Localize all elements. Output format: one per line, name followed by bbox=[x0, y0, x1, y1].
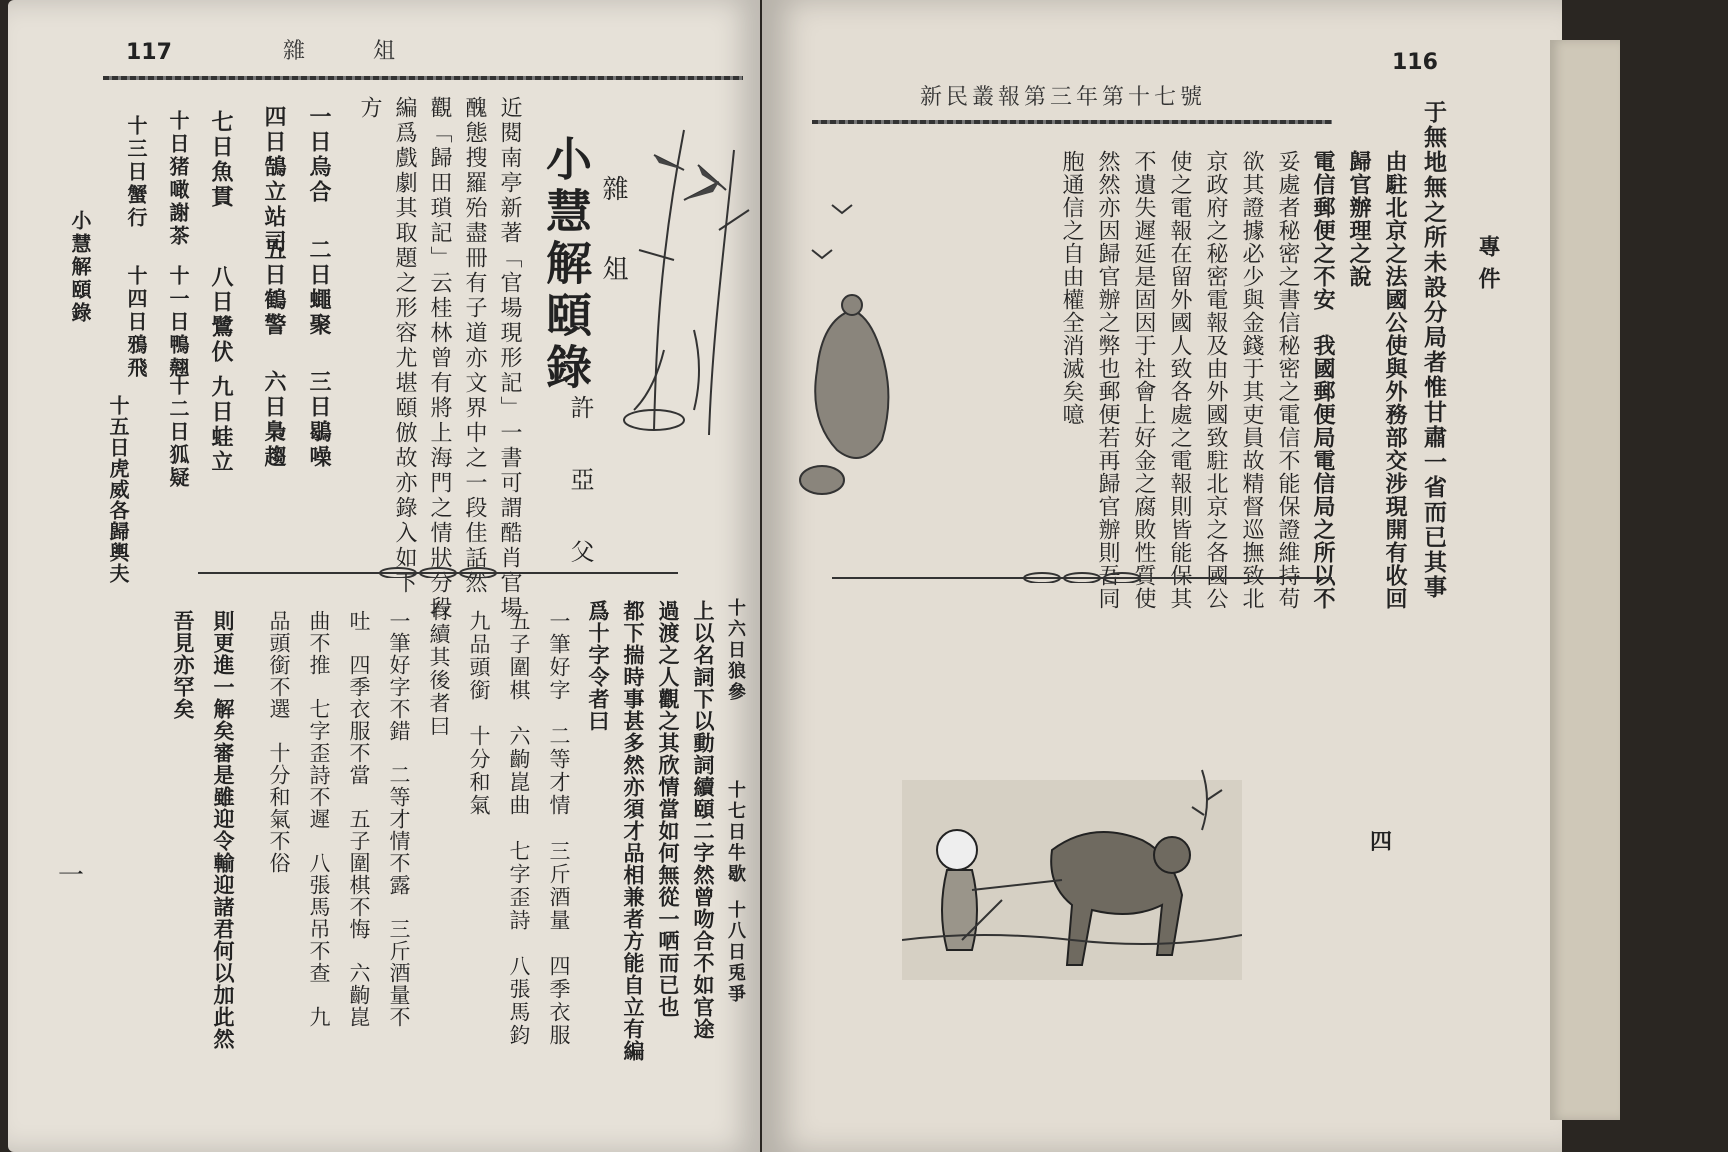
text-column: 欲其證據必少與金錢于其吏員故精督巡撫致北 bbox=[1239, 150, 1264, 610]
section-label: 專件 bbox=[1475, 235, 1501, 299]
list-item: 九日蛙立 bbox=[208, 375, 234, 475]
intro-line: 近閱南亭新著「官場現形記」一書可謂酷肖官場 bbox=[497, 96, 522, 621]
list-item: 十八日兎爭 bbox=[725, 900, 746, 1005]
text-column: 五子圍棋 六齣崑曲 七字歪詩 八張馬鈞 bbox=[507, 610, 531, 1047]
intro-line: 編爲戲劇其取題之形容尤堪頤倣故亦錄入如下 bbox=[392, 96, 417, 596]
list-item: 一日烏合 bbox=[306, 105, 332, 205]
text-column: 由駐北京之法國公使與外務部交涉現開有收回 bbox=[1382, 150, 1408, 610]
section-label: 雜 俎 bbox=[598, 175, 628, 295]
page-stack-edge bbox=[1550, 40, 1620, 1120]
header-rule bbox=[103, 76, 743, 80]
text-column: 有續其後者曰 bbox=[427, 600, 451, 738]
running-head: 雜 俎 bbox=[283, 39, 404, 64]
list-item: 三日鶡噪 bbox=[306, 370, 332, 470]
text-column: 爲十字令者曰 bbox=[586, 600, 611, 732]
text-column: 一筆好字 二等才情 三斤酒量 四季衣服 bbox=[547, 610, 571, 1047]
page-number: 117 bbox=[126, 40, 172, 65]
text-column: 過渡之人觀之其欣情當如何無從一哂而已也 bbox=[656, 600, 681, 1018]
list-item: 十四日鴉飛 bbox=[124, 265, 148, 380]
text-column: 然然亦因歸官辦之弊也郵便若再歸官辦則吾同 bbox=[1095, 150, 1120, 610]
text-column: 上以名詞下以動詞續頤二字然曾吻合不如官途 bbox=[691, 600, 716, 1040]
list-item: 十一日鴨翹 bbox=[166, 265, 190, 380]
intro-line: 觀「歸田瑣記」云桂林曾有將上海門之情狀分段 bbox=[427, 96, 452, 621]
list-item: 六日梟趨 bbox=[261, 370, 287, 470]
list-item: 四日鵠立站司 bbox=[261, 105, 287, 255]
text-column: 都下揣時事甚多然亦須才品相兼者方能自立有編 bbox=[621, 600, 646, 1062]
text-column: 吾見亦罕矣 bbox=[171, 610, 196, 720]
left-page bbox=[8, 0, 760, 1152]
intro-line: 醜態搜羅殆盡冊有子道亦文界中之一段佳話然 bbox=[462, 96, 487, 596]
text-column: 吐 四季衣服不當 五子圍棋不悔 六齣崑 bbox=[347, 610, 371, 1028]
list-item: 十日猪噉謝茶 bbox=[166, 110, 190, 248]
bamboo-illustration-icon bbox=[614, 110, 754, 440]
text-column: 不遺失遲延是固因于社會上好金之腐敗性質使 bbox=[1131, 150, 1156, 610]
page-signature: 一 bbox=[58, 861, 85, 891]
right-page bbox=[762, 0, 1562, 1152]
list-item: 十五日虎威各歸輿夫 bbox=[106, 395, 130, 584]
intro-line: 方 bbox=[357, 96, 382, 121]
text-column: 曲不推 七字歪詩不遲 八張馬吊不查 九 bbox=[307, 610, 331, 1028]
page-signature: 四 bbox=[1370, 829, 1393, 855]
article-title: 小慧解頤錄 bbox=[539, 135, 593, 395]
animal-illustration-icon bbox=[782, 190, 902, 510]
text-column: 電信郵便之不安 我國郵便局電信局之所以不 bbox=[1310, 150, 1336, 610]
list-item: 十三日蟹行 bbox=[124, 115, 148, 230]
text-column: 品頭銜不選 十分和氣不俗 bbox=[267, 610, 291, 874]
text-column: 一筆好字不錯 二等才情不露 三斤酒量不 bbox=[387, 610, 411, 1028]
page-number: 116 bbox=[1392, 50, 1438, 75]
list-item: 五日鶴警 bbox=[261, 238, 287, 338]
list-item: 十七日牛歇 bbox=[725, 780, 746, 885]
text-column: 九品頭銜 十分和氣 bbox=[467, 610, 491, 817]
text-column: 胞通信之自由權全消滅矣噫 bbox=[1059, 150, 1084, 426]
text-column: 于無地無之所未設分局者惟甘肅一省而已其事 bbox=[1420, 100, 1447, 600]
list-item: 二日蠅聚 bbox=[306, 238, 332, 338]
text-column: 妥處者秘密之書信秘密之電信不能保證維持苟 bbox=[1275, 150, 1300, 610]
running-head: 新民叢報第三年第十七號 bbox=[920, 85, 1207, 110]
margin-title: 小慧解頤錄 bbox=[68, 210, 92, 325]
header-rule bbox=[812, 120, 1332, 124]
text-column: 京政府之秘密電報及由外國致駐北京之各國公 bbox=[1203, 150, 1228, 610]
text-column: 則更進一解矣審是雖迎令輸迎諸君何以加此然 bbox=[211, 610, 236, 1050]
text-column: 使之電報在留外國人致各處之電報則皆能保其 bbox=[1167, 150, 1192, 610]
text-column: 歸官辦理之說 bbox=[1346, 150, 1372, 288]
ploughing-illustration-icon bbox=[902, 740, 1242, 980]
list-item: 十二日狐疑 bbox=[166, 375, 190, 490]
ornament-divider-icon bbox=[198, 566, 678, 578]
list-item: 十六日狼參 bbox=[725, 598, 746, 703]
article-author: 許 亞 父 bbox=[566, 395, 594, 575]
list-item: 八日鷺伏 bbox=[208, 265, 234, 365]
list-item: 七日魚貫 bbox=[208, 110, 234, 210]
ornament-divider-icon bbox=[832, 571, 1332, 583]
